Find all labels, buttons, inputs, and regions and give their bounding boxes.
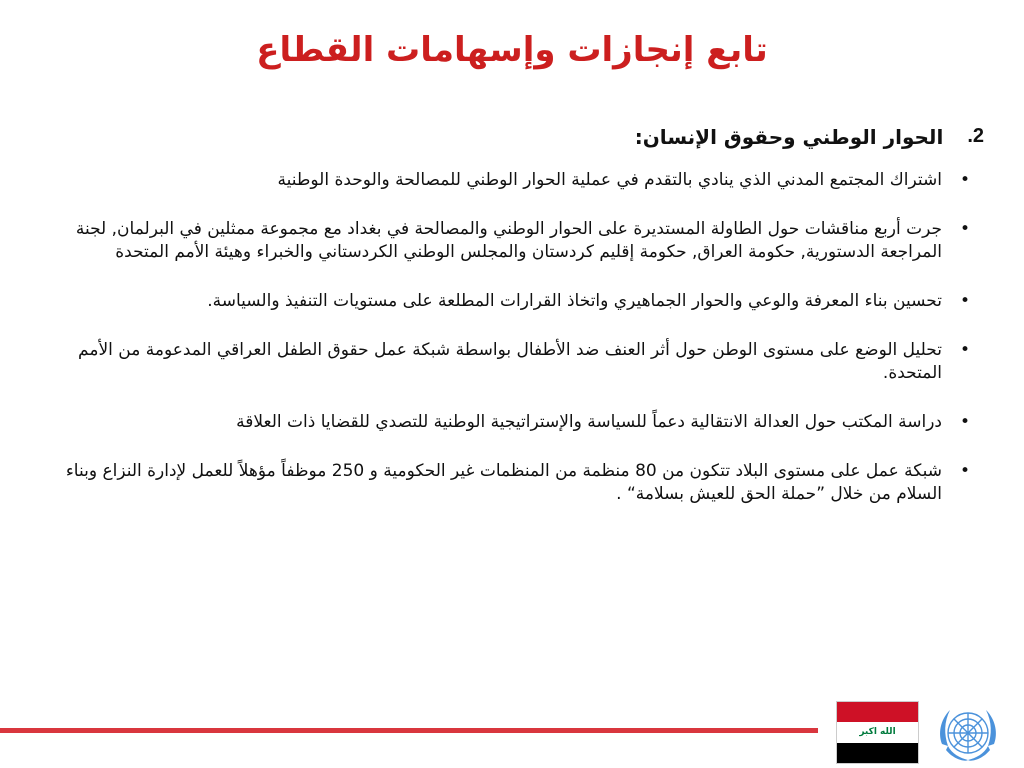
flag-script: الله اكبر xyxy=(859,727,896,738)
footer-divider xyxy=(0,728,818,733)
bullet-item: • تحسين بناء المعرفة والوعي والحوار الجماهيري واتخاذ القرارات المطلعة على مستويات التنفيذ والسياسة. xyxy=(48,290,984,313)
bullet-item: • جرت أربع مناقشات حول الطاولة المستديرة على الحوار الوطني والمصالحة في بغداد مع مجموعة ممثلين في البرلمان, لجنة المراجعة الدستورية, حكومة العراق, حكومة إقليم كردستان والمجلس الوطني الكردستاني والخبراء وهيئة الأمم المتحدة xyxy=(48,218,984,264)
section-number: 2. xyxy=(967,125,984,147)
section-heading-text: الحوار الوطني وحقوق الإنسان: xyxy=(634,125,944,149)
un-emblem-icon xyxy=(932,700,1004,766)
bullet-item: • دراسة المكتب حول العدالة الانتقالية دعماً للسياسة والإستراتيجية الوطنية للتصدي للقضايا ذات العلاقة xyxy=(48,411,984,434)
section-heading xyxy=(48,125,984,149)
bullet-list xyxy=(48,169,984,506)
flag-white-band xyxy=(837,722,918,742)
bullet-item: • تحليل الوضع على مستوى الوطن حول أثر العنف ضد الأطفال بواسطة شبكة عمل حقوق الطفل العراقي المدعومة من الأمم المتحدة. xyxy=(48,339,984,385)
bullet-item: • اشتراك المجتمع المدني الذي ينادي بالتقدم في عملية الحوار الوطني للمصالحة والوحدة الوطنية xyxy=(48,169,984,192)
flag-black-band xyxy=(837,743,918,763)
slide-title: تابع إنجازات وإسهامات القطاع xyxy=(256,30,768,70)
slide-content xyxy=(48,125,984,532)
iraq-flag-icon xyxy=(836,701,919,764)
flag-red-band xyxy=(837,702,918,722)
bullet-item: • شبكة عمل على مستوى البلاد تتكون من 80 منظمة من المنظمات غير الحكومية و 250 موظفاً مؤهلاً للعمل لإدارة النزاع وبناء السلام من خلال ”حملة الحق للعيش بسلامة“ . xyxy=(48,460,984,506)
